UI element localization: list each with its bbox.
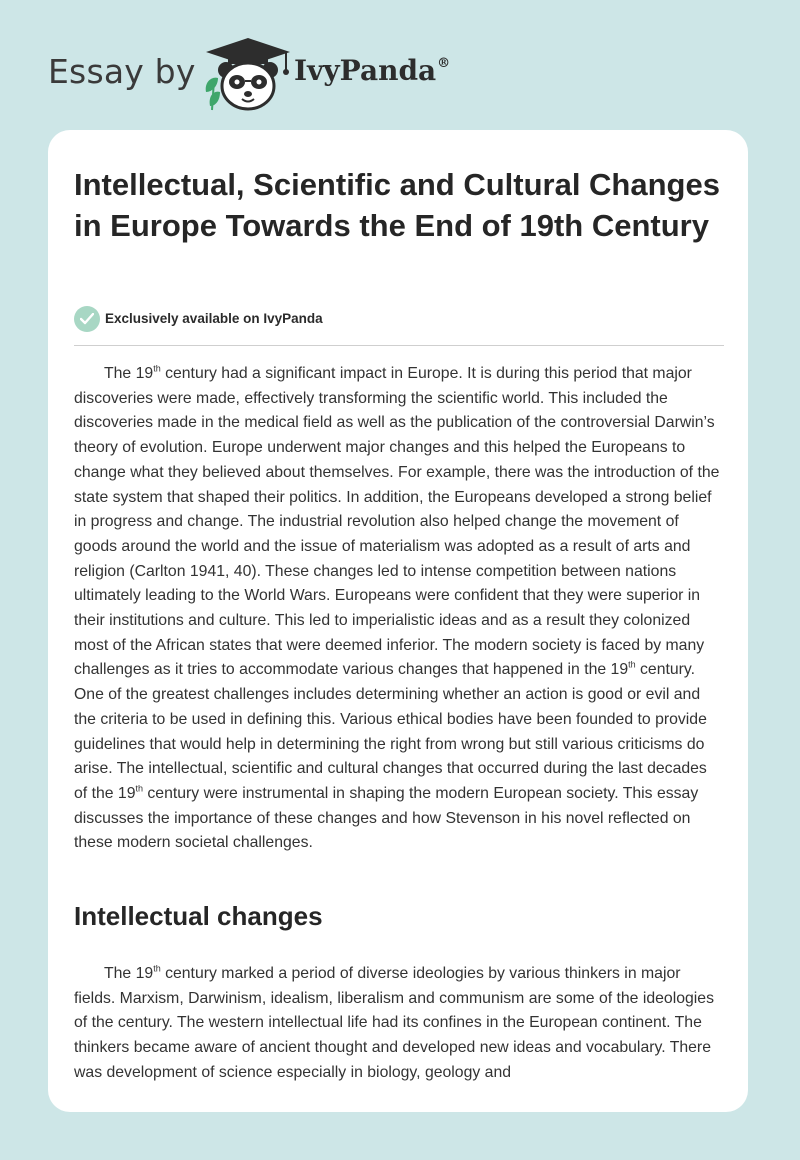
page-title: Intellectual, Scientific and Cultural Changes in Europe Towards the End of 19th Century bbox=[74, 167, 720, 243]
badge-label: Exclusively available on IvyPanda bbox=[105, 311, 323, 326]
panda-graduate-icon bbox=[202, 36, 294, 112]
exclusive-badge bbox=[74, 306, 724, 332]
registered-mark: ® bbox=[437, 56, 451, 71]
essay-by-label: Essay by bbox=[48, 52, 196, 91]
brand-name[interactable]: IvyPanda® bbox=[294, 54, 451, 87]
section-paragraph: The 19th century marked a period of diverse ideologies by various thinkers in major fields. Marxism, Darwinism, idealism, liberalism and communism are some of the ideologies of the century. The western intellectual life had its confines in the European continent. The thinkers became aware of ancient thought and developed new ideas and vocabulary. There was development of science especially in biology, geology and bbox=[74, 963, 714, 1081]
site-header bbox=[48, 34, 648, 114]
divider bbox=[74, 345, 724, 346]
intro-paragraph: The 19th century had a significant impact in Europe. It is during this period that major discoveries were made, effectively transforming the scientific world. This included the discoveries made in the medical field as well as the publication of the controversial Darwin’s theory of evolution. Europe underwent major changes and this helped the Europeans to change what they believed about themselves. For example, there was the introduction of the state system that shaped their politics. In addition, the Europeans developed a strong belief in progress and change. The industrial revolution also helped change the movement of goods around the world and the issue of materialism was adopted as a result of arts and religion (Carlton 1941, 40). These changes led to intense competition between nations ultimately leading to the World Wars. Europeans were confident that they were superior in their institutions and culture. This led to imperialistic ideas and as a result they colonized most of the African states that were deemed inferior. The modern society is faced by many challenges as it tries to accommodate various changes that happened in the 19th century. One of the greatest challenges includes determining whether an action is good or evil and the criteria to be used in defining this. Various ethical bodies have been founded to provide guidelines that would help in determining the right from wrong but still various criticisms do arise. The intellectual, scientific and cultural changes that occurred during the last decades of the 19th century were instrumental in shaping the modern European society. This essay discusses the importance of these changes and how Stevenson in his novel reflected on these modern societal challenges. bbox=[74, 363, 720, 852]
section-heading: Intellectual changes bbox=[74, 901, 323, 931]
essay-card bbox=[48, 130, 748, 1112]
check-circle-icon bbox=[74, 306, 100, 332]
